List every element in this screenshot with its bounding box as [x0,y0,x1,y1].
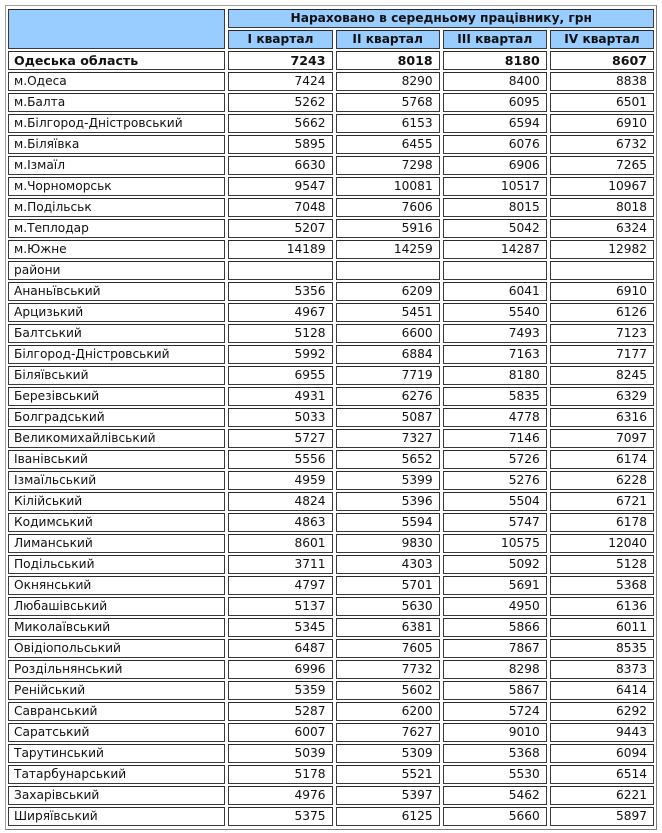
cell-q2: 5399 [336,471,440,490]
table-body [8,51,654,826]
cell-q3: 7163 [443,345,547,364]
cell-q1: 5992 [228,345,332,364]
cell-q4: 6514 [550,765,654,784]
cell-q4: 5897 [550,807,654,826]
cell-q1: 5128 [228,324,332,343]
row-name: Великомихайлівський [8,429,225,448]
cell-q4: 6501 [550,93,654,112]
cell-q1: 7424 [228,72,332,91]
cell-q3: 5042 [443,219,547,238]
row-name: Ширяївський [8,807,225,826]
cell-q3: 5092 [443,555,547,574]
row-name: м.Одеса [8,72,225,91]
cell-q2: 5916 [336,219,440,238]
cell-q3: 5368 [443,744,547,763]
cell-q4: 6316 [550,408,654,427]
cell-q3: 5276 [443,471,547,490]
row-name: м.Ізмаїл [8,156,225,175]
cell-q2: 6455 [336,135,440,154]
cell-q3: 14287 [443,240,547,259]
cell-q4: 6414 [550,681,654,700]
cell-q3: 8400 [443,72,547,91]
cell-q3: 8180 [443,51,547,70]
cell-q2: 5521 [336,765,440,784]
table-row [8,198,654,217]
cell-q2: 5652 [336,450,440,469]
cell-q3: 5747 [443,513,547,532]
cell-q2: 5602 [336,681,440,700]
table-row [8,303,654,322]
cell-q4: 6174 [550,450,654,469]
table-row [8,534,654,553]
cell-q1: 5345 [228,618,332,637]
cell-q4: 6910 [550,282,654,301]
row-name: Овідіопольський [8,639,225,658]
cell-q3: 7146 [443,429,547,448]
cell-q1: 4863 [228,513,332,532]
row-name: Березівський [8,387,225,406]
table-row [8,744,654,763]
salary-table [5,7,657,828]
row-name: Миколаївський [8,618,225,637]
cell-q1: 5556 [228,450,332,469]
group-header: Нараховано в середньому працівнику, грн [228,9,654,28]
cell-q4: 6721 [550,492,654,511]
cell-q3: 5462 [443,786,547,805]
row-name: Любашівський [8,597,225,616]
cell-q3: 5867 [443,681,547,700]
cell-q4: 8535 [550,639,654,658]
row-name: Роздільнянський [8,660,225,679]
cell-q1: 5727 [228,429,332,448]
row-name: Ізмаїльський [8,471,225,490]
table-row [8,576,654,595]
cell-q1: 7048 [228,198,332,217]
row-name: Татарбунарський [8,765,225,784]
table-row [8,72,654,91]
cell-q4: 7265 [550,156,654,175]
column-header-q1: I квартал [228,30,332,49]
table-row [8,324,654,343]
cell-q2: 5630 [336,597,440,616]
cell-q1: 5039 [228,744,332,763]
cell-q4: 8373 [550,660,654,679]
cell-q3: 5504 [443,492,547,511]
cell-q3: 5866 [443,618,547,637]
cell-q3: 5691 [443,576,547,595]
cell-q1: 4797 [228,576,332,595]
table-row [8,219,654,238]
cell-q3: 6041 [443,282,547,301]
cell-q2: 8018 [336,51,440,70]
cell-q2: 8290 [336,72,440,91]
cell-q4: 12982 [550,240,654,259]
cell-q2: 5087 [336,408,440,427]
cell-q3: 7493 [443,324,547,343]
cell-q3: 9010 [443,723,547,742]
table-row [8,450,654,469]
cell-q1: 4959 [228,471,332,490]
cell-q2 [336,261,440,280]
cell-q1: 6996 [228,660,332,679]
table-row [8,660,654,679]
table-row [8,702,654,721]
row-name: Саратський [8,723,225,742]
cell-q4: 8018 [550,198,654,217]
row-name: Біляївський [8,366,225,385]
cell-q4: 10967 [550,177,654,196]
cell-q2: 6209 [336,282,440,301]
row-name: Балтський [8,324,225,343]
table-row [8,786,654,805]
cell-q4: 6136 [550,597,654,616]
cell-q4: 6292 [550,702,654,721]
table-row [8,639,654,658]
cell-q4: 5128 [550,555,654,574]
cell-q4: 12040 [550,534,654,553]
cell-q1: 5033 [228,408,332,427]
row-name: м.Білгород-Дністровський [8,114,225,133]
cell-q1: 7243 [228,51,332,70]
cell-q2: 9830 [336,534,440,553]
cell-q2: 6600 [336,324,440,343]
cell-q2: 7605 [336,639,440,658]
cell-q4: 6011 [550,618,654,637]
cell-q3: 7867 [443,639,547,658]
cell-q2: 5594 [336,513,440,532]
table-row [8,429,654,448]
row-name: м.Чорноморськ [8,177,225,196]
cell-q4: 7097 [550,429,654,448]
cell-q1: 9547 [228,177,332,196]
row-name: м.Подільськ [8,198,225,217]
cell-q1: 4976 [228,786,332,805]
row-name: Окнянський [8,576,225,595]
row-name: м.Балта [8,93,225,112]
cell-q4: 6126 [550,303,654,322]
cell-q3: 5660 [443,807,547,826]
cell-q4: 8245 [550,366,654,385]
cell-q1: 5895 [228,135,332,154]
table-row [8,282,654,301]
cell-q2: 6200 [336,702,440,721]
cell-q3: 5835 [443,387,547,406]
cell-q1: 5262 [228,93,332,112]
cell-q3: 8015 [443,198,547,217]
cell-q2: 7627 [336,723,440,742]
cell-q2: 5309 [336,744,440,763]
cell-q2: 5396 [336,492,440,511]
cell-q1: 5287 [228,702,332,721]
cell-q2: 7606 [336,198,440,217]
cell-q4: 6178 [550,513,654,532]
cell-q2: 5701 [336,576,440,595]
cell-q4: 6221 [550,786,654,805]
row-name: Арцизький [8,303,225,322]
table-row [8,156,654,175]
table-row [8,408,654,427]
cell-q4: 6732 [550,135,654,154]
table-row [8,345,654,364]
cell-q2: 6125 [336,807,440,826]
cell-q1: 5207 [228,219,332,238]
cell-q4: 6094 [550,744,654,763]
row-name: м.Южне [8,240,225,259]
cell-q2: 6884 [336,345,440,364]
column-header-q4: IV квартал [550,30,654,49]
cell-q4: 6329 [550,387,654,406]
cell-q3: 6076 [443,135,547,154]
cell-q3: 10575 [443,534,547,553]
cell-q2: 4303 [336,555,440,574]
column-header-q3: III квартал [443,30,547,49]
cell-q2: 7719 [336,366,440,385]
cell-q2: 5768 [336,93,440,112]
cell-q2: 5397 [336,786,440,805]
cell-q3: 6095 [443,93,547,112]
table-row [8,261,654,280]
row-name: Кодимський [8,513,225,532]
cell-q2: 14259 [336,240,440,259]
table-row [8,366,654,385]
total-row [8,51,654,70]
cell-q2: 6276 [336,387,440,406]
cell-q4: 9443 [550,723,654,742]
row-name: Савранський [8,702,225,721]
cell-q2: 6381 [336,618,440,637]
table-row [8,492,654,511]
cell-q4: 6910 [550,114,654,133]
table-row [8,513,654,532]
table-row [8,471,654,490]
cell-q1: 14189 [228,240,332,259]
cell-q4: 7123 [550,324,654,343]
cell-q1: 6955 [228,366,332,385]
cell-q1: 4967 [228,303,332,322]
cell-q1: 8601 [228,534,332,553]
cell-q1: 5356 [228,282,332,301]
table-row [8,240,654,259]
cell-q3: 5540 [443,303,547,322]
cell-q4: 8607 [550,51,654,70]
cell-q4: 6228 [550,471,654,490]
cell-q3: 5724 [443,702,547,721]
row-name: м.Біляївка [8,135,225,154]
table-row [8,114,654,133]
column-header-q2: II квартал [336,30,440,49]
cell-q3: 5726 [443,450,547,469]
cell-q4 [550,261,654,280]
cell-q3: 8298 [443,660,547,679]
table-row [8,177,654,196]
row-name: Подільський [8,555,225,574]
cell-q1: 3711 [228,555,332,574]
row-name: Білгород-Дністровський [8,345,225,364]
table-row [8,765,654,784]
cell-q1: 4824 [228,492,332,511]
cell-q4: 6324 [550,219,654,238]
cell-q1: 6007 [228,723,332,742]
group-header-row [8,9,654,28]
row-name: Захарівський [8,786,225,805]
cell-q3: 10517 [443,177,547,196]
cell-q3: 8180 [443,366,547,385]
row-name: Ренійський [8,681,225,700]
cell-q4: 8838 [550,72,654,91]
row-name: райони [8,261,225,280]
cell-q1: 4931 [228,387,332,406]
cell-q1: 6487 [228,639,332,658]
row-name: Одеська область [8,51,225,70]
cell-q1: 5375 [228,807,332,826]
cell-q4: 5368 [550,576,654,595]
cell-q1 [228,261,332,280]
cell-q3: 6906 [443,156,547,175]
table-row [8,597,654,616]
cell-q3: 6594 [443,114,547,133]
cell-q2: 7732 [336,660,440,679]
cell-q2: 5451 [336,303,440,322]
table-row [8,618,654,637]
table-row [8,681,654,700]
cell-q1: 5137 [228,597,332,616]
table-row [8,723,654,742]
salary-table-container [5,5,657,830]
cell-q2: 7298 [336,156,440,175]
table-row [8,93,654,112]
corner-header [8,9,225,49]
cell-q3: 4950 [443,597,547,616]
row-name: м.Теплодар [8,219,225,238]
row-name: Ананьївський [8,282,225,301]
cell-q2: 7327 [336,429,440,448]
cell-q1: 5359 [228,681,332,700]
cell-q3: 4778 [443,408,547,427]
row-name: Тарутинський [8,744,225,763]
table-row [8,555,654,574]
cell-q3 [443,261,547,280]
cell-q2: 10081 [336,177,440,196]
cell-q4: 7177 [550,345,654,364]
cell-q1: 6630 [228,156,332,175]
table-row [8,135,654,154]
cell-q3: 5530 [443,765,547,784]
row-name: Болградський [8,408,225,427]
cell-q2: 6153 [336,114,440,133]
cell-q1: 5178 [228,765,332,784]
row-name: Іванівський [8,450,225,469]
cell-q1: 5662 [228,114,332,133]
table-row [8,807,654,826]
table-row [8,387,654,406]
row-name: Лиманський [8,534,225,553]
row-name: Кілійський [8,492,225,511]
